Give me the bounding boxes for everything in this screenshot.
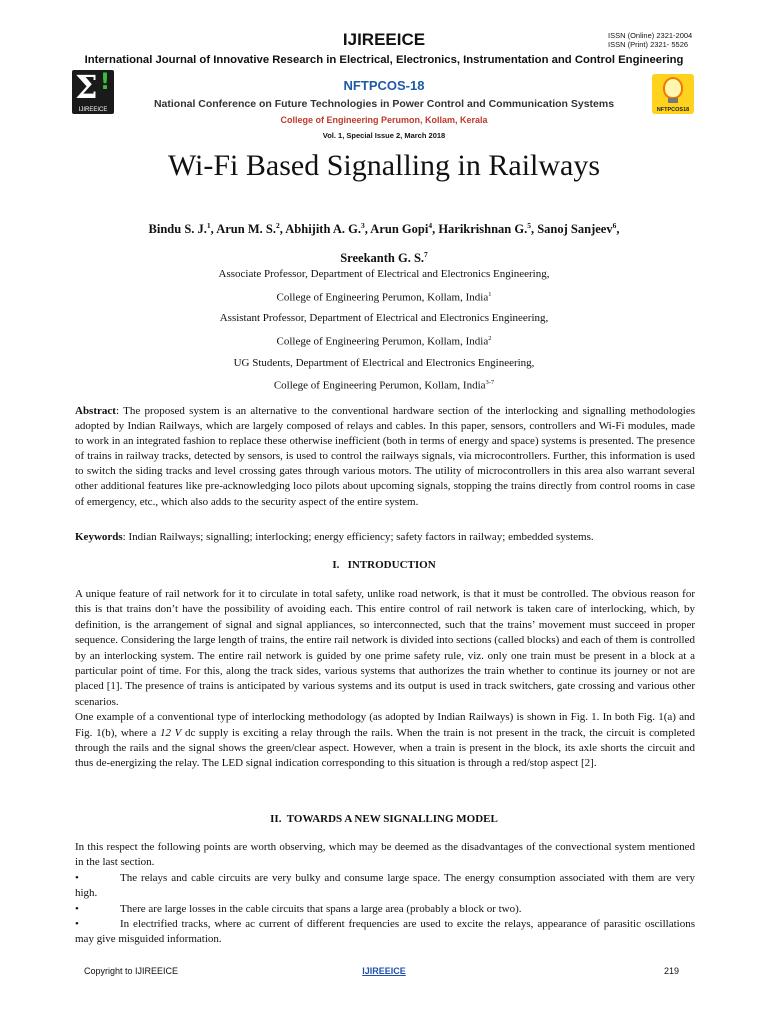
conference-full-name: National Conference on Future Technologies in Power Control and Communication Systems — [153, 98, 615, 110]
affiliation-3-line1: UG Students, Department of Electrical and Electronics Engineering, — [233, 356, 535, 369]
author-affiliation-mark: 7 — [424, 250, 428, 260]
affiliation-1-line1: Associate Professor, Department of Electrical and Electronics Engineering, — [218, 268, 550, 280]
journal-abbrev: IJIREEICE — [342, 30, 426, 49]
section-2-body — [75, 840, 695, 948]
author-name: Arun M. S. — [216, 222, 276, 237]
bullet-icon: • — [75, 918, 79, 931]
section-heading-introduction: I. INTRODUCTION — [332, 559, 436, 571]
ijireeice-logo-icon: Σ ! IJIREEICE — [72, 70, 114, 114]
introduction-body — [75, 587, 695, 772]
author-affiliation-mark: 6 — [612, 221, 617, 230]
volume-issue: Vol. 1, Special Issue 2, March 2018 — [322, 131, 446, 140]
journal-full-title: International Journal of Innovative Research in Electrical, Electronics, Instrumentation and Control Engineering — [84, 54, 684, 66]
keywords-text: : Indian Railways; signalling; interlocking; energy efficiency; safety factors in railway; embedded systems. — [122, 531, 594, 543]
author-name: Arun Gopi — [370, 222, 429, 237]
college-name: College of Engineering Perumon, Kollam, Kerala — [280, 115, 488, 125]
author-affiliation-mark: 2 — [275, 221, 280, 230]
abstract-text: : The proposed system is an alternative to the conventional hardware section of the interlocking and signalling methodologies adopted by Indian Railways, which are largely composed of relays and cables. In this paper, sensors, controllers and Wi-Fi modules, made to work in an integrated fashion to replace these otherwise inefficient (both in terms of energy and space) systems is presented. The presence of trains in railway tracks, detected by sensors, is used to control the railways signals, via microcontrollers. Further, this information is used to switch the siding tracks and level crossing gates through various motors. The utility of microcontrollers in this area also warrant several other additional features like pre-acknowledging loco pilots about upcoming signals, stopping the trains directly from control rooms in case of emergency, etc., which also adds to the security aspect of the entire system. — [75, 405, 695, 508]
keywords — [75, 530, 695, 545]
list-item: • The relays and cable circuits are very bulky and consume large space. The energy consumption associated with them are very high. — [75, 871, 695, 900]
list-item: • There are large losses in the cable circuits that spans a large area (probably a block or two). — [75, 902, 695, 917]
page-number: 219 — [664, 966, 680, 976]
author-affiliation-mark: 5 — [527, 221, 531, 230]
section-2-intro: In this respect the following points are worth observing, which may be deemed as the disadvantages of the convectional system mentioned in the last section. — [75, 841, 695, 869]
author-affiliation-mark: 3 — [360, 221, 365, 230]
issn-online: ISSN (Online) 2321-2004 — [608, 31, 693, 40]
list-item: • In electrified tracks, where ac current of different frequencies are used to excite the relays, appearance of parasitic oscillations may give misguided information. — [75, 918, 695, 946]
intro-paragraph-2: One example of a conventional type of interlocking methodology (as adopted by Indian Railways) is shown in Fig. 1. In both Fig. 1(a) and Fig. 1(b), where a 12 V dc supply is exciting a relay through the rails. When the train is not present in the track, the circuit is completed through the rails and the signal shows the green/clear aspect. However, when a train is present in the block, its axle shorts the circuit and thus de-energizing the relay. The LED signal indication corresponding to this situation is through a red/stop aspect [2]. — [75, 711, 695, 770]
author-name: Bindu S. J. — [148, 222, 207, 237]
author-affiliation-mark: 4 — [428, 221, 433, 230]
intro-paragraph-1: A unique feature of rail network for it to circulate in total safety, unlike road network, is that it must be controlled. The obvious reason for this is that trains don’t have the possibility of avoiding each. This entire control of rail network is taken care of interlocking, which, by definition, is the arrangement of signal and signal appliances, so interconnected, such that the trains’ movement must succeed in proper sequence. Considering the large length of trains, the entire rail network is divided into sections (called blocks) and each of them is controlled by an interlocking system. The entire rail network is guided by one prime safety rule, viz. only one train must be present in a block at a particular point of time. For this, along the track sides, various systems that authorizes the train whether to continue its journey or not are placed [1]. The presence of trains is anticipated by various systems and its output is used in track switchers, gate crossing and various other scenarios. — [75, 588, 695, 708]
affiliation-1-line2: College of Engineering Perumon, Kollam, India$^1$ — [276, 290, 492, 304]
author-list: Bindu S. J.$^1$, Arun M. S.$^2$, Abhijith A. G.$^3$, Arun Gopi$^4$, Harikrishnan G.$^5$, Sanoj Sanjeev$^6$, Sreekanth G. S.$^7$ — [148, 221, 620, 266]
affiliation-3-line2: College of Engineering Perumon, Kollam, India$^{3-7}$ — [273, 379, 495, 392]
conference-short-name: NFTPCOS-18 — [343, 78, 425, 93]
issn-block — [608, 31, 692, 49]
author-name: Harikrishnan G. — [438, 222, 528, 237]
affiliation-2-line2: College of Engineering Perumon, Kollam, India$^2$ — [276, 335, 492, 348]
affiliation-2-line1: Assistant Professor, Department of Electrical and Electronics Engineering, — [219, 312, 549, 325]
section-heading-new-signalling-model: II. TOWARDS A NEW SIGNALLING MODEL — [270, 813, 498, 825]
right-logo-text: NFTPCOS18 — [656, 107, 690, 113]
author-name: Abhijith A. G. — [285, 222, 361, 237]
issn-print: ISSN (Print) 2321- 5526 — [608, 40, 689, 49]
footer-copyright: Copyright to IJIREEICE — [84, 966, 179, 976]
keywords-label: Keywords — [75, 531, 123, 543]
left-logo-text: IJIREEICE — [78, 107, 108, 113]
bullet-icon: • — [75, 902, 79, 915]
footer-journal-link[interactable]: IJIREEICE — [362, 966, 406, 976]
author-affiliation-mark: 1 — [206, 221, 211, 230]
abstract-label: Abstract — [75, 405, 116, 417]
paper-title: Wi-Fi Based Signalling in Railways — [167, 149, 601, 182]
author-name: Sanoj Sanjeev — [537, 222, 613, 237]
affiliations — [100, 264, 668, 397]
bullet-icon: • — [75, 871, 79, 884]
abstract — [75, 404, 695, 510]
author-name: Sreekanth G. S. — [340, 251, 425, 266]
